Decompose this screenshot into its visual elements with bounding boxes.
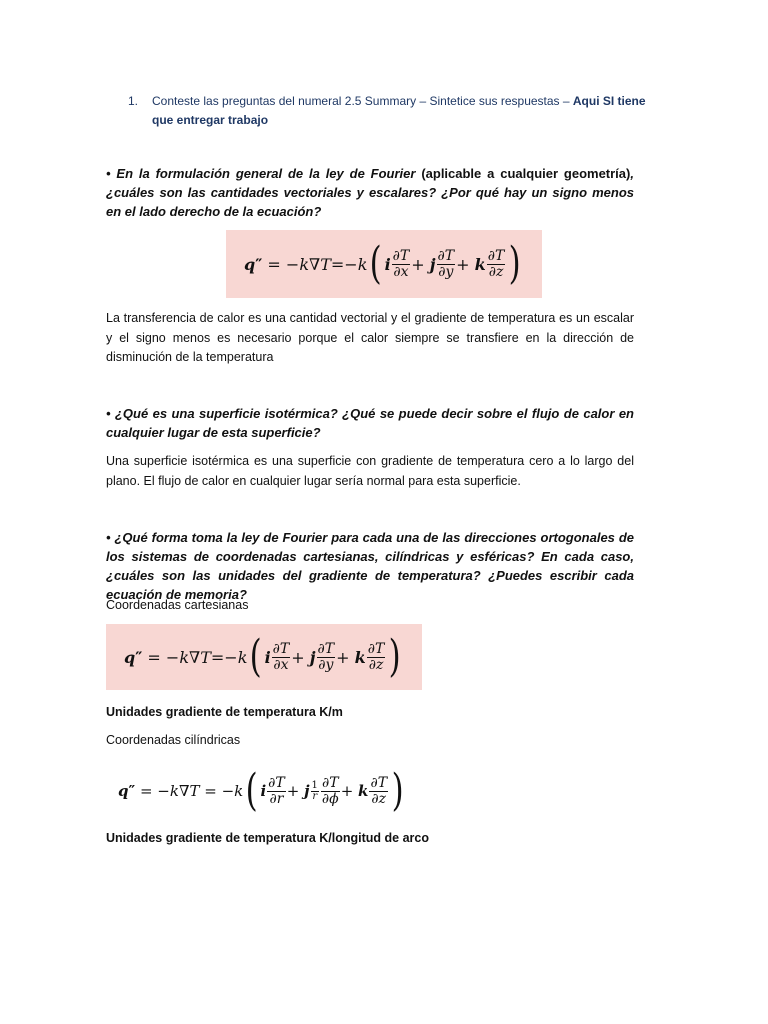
cartesian-label: Coordenadas cartesianas: [106, 598, 249, 612]
question-1: [106, 164, 634, 221]
task-body: Conteste las preguntas del numeral 2.5 Summary – Sintetice sus respuestas –: [152, 94, 573, 108]
cylindrical-label: Coordenadas cilíndricas: [106, 733, 241, 747]
fourier-equation-1: q″ = − k ∇ T =− k ( i $\frac{\partial T}{\partial x}$ + j $\frac{\partial T}{\partial y}$ + k $\frac{\partial T}{\partial z}$ ): [244, 238, 521, 289]
question-1-rest: , ¿cuáles son las cantidades vectoriales y escalares? ¿Por qué hay un signo menos en el lado derecho de la ecuación?: [106, 166, 634, 219]
question-1-paren: (aplicable a cualquier geometría): [421, 166, 631, 181]
question-2: • ¿Qué es una superficie isotérmica? ¿Qué se puede decir sobre el flujo de calor en cualquier lugar de esta superficie?: [106, 406, 634, 440]
answer-1: La transferencia de calor es una cantidad vectorial y el gradiente de temperatura es un escalar y el signo menos es necesario porque el calor siempre se transfiere en la dirección de disminución de la temperatura: [106, 311, 634, 364]
cylindrical-units: Unidades gradiente de temperatura K/longitud de arco: [106, 831, 429, 845]
task-emphasis: Aqui SI tiene que entregar trabajo: [152, 94, 646, 127]
fourier-equation-cartesian: q″ = − k ∇ T =− k ( i $\frac{\partial T}{\partial x}$ + j $\frac{\partial T}{\partial y}$ + k $\frac{\partial T}{\partial z}$ ): [124, 631, 401, 682]
task-text: [152, 92, 652, 130]
task-number: 1.: [128, 94, 139, 108]
answer-2: Una superficie isotérmica es una superficie con gradiente de temperatura cero a lo largo del plano. El flujo de calor en cualquier lugar sería normal para esta superficie.: [106, 454, 634, 488]
question-1-lead: • En la formulación general de la ley de Fourier: [106, 166, 422, 181]
fourier-equation-cylindrical: q″ = − k ∇ T = − k ( i $\frac{\partial T}{\partial r}$ + j 1 r $\frac{\partial T}{\partial\phi}$ + k $\frac{\partial T}{\partial z}$ ): [118, 765, 404, 816]
question-3: • ¿Qué forma toma la ley de Fourier para cada una de las direcciones ortogonales de los sistemas de coordenadas cartesianas, cilíndricas y esféricas? En cada caso, ¿cuáles son las unidades del gradiente de temperatura? ¿Puedes escribir cada ecuación de memoria?: [106, 530, 634, 602]
cartesian-units: Unidades gradiente de temperatura K/m: [106, 705, 343, 719]
